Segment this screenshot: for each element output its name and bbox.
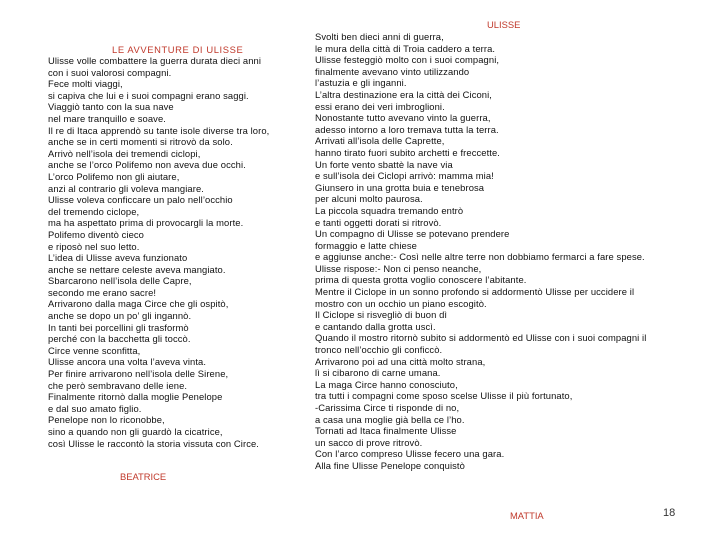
poem-line: Penelope non lo riconobbe, <box>48 414 165 426</box>
poem-line: per alcuni molto paurosa. <box>315 193 423 205</box>
poem-line: L’orco Polifemo non gli aiutare, <box>48 170 180 182</box>
poem-line: anche se l’orco Polifemo non aveva due occhi. <box>48 159 246 171</box>
poem-line: anche se dopo un po’ gli ingannò. <box>48 310 192 322</box>
poem-line: Ulisse rispose:- Non ci penso neanche, <box>315 262 482 274</box>
poem-line: Un forte vento sbattè la nave via <box>315 158 453 170</box>
poem-line: In tanti bei porcellini gli trasformò <box>48 321 189 333</box>
poem-line: Svolti ben dieci anni di guerra, <box>315 31 444 42</box>
poem-line: le mura della città di Troia caddero a terra. <box>315 42 496 54</box>
poem-line: Mentre il Ciclope in un sonno profondo si addormentò Ulisse per uccidere il <box>315 286 635 298</box>
poem-line: La maga Circe hanno conosciuto, <box>315 378 458 390</box>
poem-line: Polifemo diventò cieco <box>48 228 145 240</box>
poem-line: e dal suo amato figlio. <box>48 402 142 414</box>
poem-line: Con l’arco compreso Ulisse fecero una gara. <box>315 448 505 460</box>
poem-line: si capiva che lui e i suoi compagni erano saggi. <box>48 89 249 101</box>
poem-line: l’astuzia e gli inganni. <box>315 77 407 89</box>
poem-line: anzi al contrario gli voleva mangiare. <box>48 182 204 194</box>
poem-line: prima di questa grotta voglio conoscere l’abitante. <box>315 274 527 286</box>
poem-line: tronco nell’occhio gli conficcò. <box>315 344 443 356</box>
poem-line: e aggiunse anche:- Così nelle altre terre non dobbiamo fermarci a fare spese. <box>315 251 645 263</box>
poem-line: Nonostante tutto avevano vinto la guerra, <box>315 112 491 124</box>
poem-line: anche se nettare celeste aveva mangiato. <box>48 263 226 275</box>
poem-line: Ulisse ancora una volta l’aveva vinta. <box>48 356 207 368</box>
poem-line: finalmente avevano vinto utilizzando <box>315 65 470 77</box>
poem-line: Ulisse volle combattere la guerra durata dieci anni <box>48 55 262 66</box>
right-poem-author: MATTIA <box>510 510 544 521</box>
poem-line: L’idea di Ulisse aveva funzionato <box>48 252 188 264</box>
poem-line: formaggio e latte chiese <box>315 239 417 251</box>
poem-line: nel mare tranquillo e soave. <box>48 112 166 124</box>
poem-line: lì si cibarono di carne umana. <box>315 367 441 379</box>
poem-line: Arrivò nell’isola dei tremendi ciclopi, <box>48 147 201 159</box>
poem-line: adesso intorno a loro tremava tutta la terra. <box>315 123 499 135</box>
poem-line: e cantando dalla grotta uscì. <box>315 320 436 332</box>
poem-line: Viaggiò tanto con la sua nave <box>48 101 174 113</box>
left-poem-body <box>48 55 269 449</box>
poem-line: a casa una moglie già bella ce l’ho. <box>315 413 465 425</box>
poem-line: Arrivati all’isola delle Caprette, <box>315 135 445 147</box>
poem-line: mostro con un occhio un piano escogitò. <box>315 297 487 309</box>
poem-line: -Carissima Circe ti risponde di no, <box>315 402 460 413</box>
poem-line: Finalmente ritornò dalla moglie Penelope <box>48 391 223 403</box>
poem-line: Alla fine Ulisse Penelope conquistò <box>315 459 465 471</box>
poem-line: Il re di Itaca apprendò su tante isole diverse tra loro, <box>48 124 270 136</box>
poem-line: Tornati ad Itaca finalmente Ulisse <box>315 425 457 437</box>
right-poem-body <box>315 31 646 472</box>
page-number: 18 <box>663 507 676 519</box>
poem-line: hanno tirato fuori subito archetti e freccette. <box>315 146 501 158</box>
poem-line: perché con la bacchetta gli toccò. <box>48 333 191 345</box>
poem-line: essi erano dei veri imbroglioni. <box>315 100 445 112</box>
poem-line: che però sembravano delle iene. <box>48 379 188 391</box>
poem-line: del tremendo ciclope, <box>48 205 140 217</box>
poem-line: L’altra destinazione era la città dei Ciconi, <box>315 88 492 100</box>
poem-line: e riposò nel suo letto. <box>48 240 140 252</box>
poem-line: Giunsero in una grotta buia e tenebrosa <box>315 181 485 193</box>
poem-line: Arrivarono dalla maga Circe che gli ospitò, <box>48 298 229 310</box>
poem-line: ma ha aspettato prima di provocargli la morte. <box>48 217 244 229</box>
poem-line: Ulisse festeggiò molto con i suoi compagni, <box>315 54 500 66</box>
poem-line: Arrivarono poi ad una città molto strana, <box>315 355 486 367</box>
poem-line: secondo me erano sacre! <box>48 286 157 298</box>
poem-line: anche se in certi momenti si ritrovò da solo. <box>48 136 233 148</box>
poem-line: Per finire arrivarono nell’isola delle Sirene, <box>48 368 229 380</box>
poem-line: Sbarcarono nell’isola delle Capre, <box>48 275 192 287</box>
left-poem-title: LE AVVENTURE DI ULISSE <box>112 44 244 55</box>
poem-line: tra tutti i compagni come sposo scelse Ulisse il più fortunato, <box>315 390 573 402</box>
poem-line: sino a quando non gli guardò la cicatrice, <box>48 426 223 437</box>
poem-line: Un compagno di Ulisse se potevano prendere <box>315 228 510 240</box>
poem-line: Fece molti viaggi, <box>48 78 123 90</box>
poem-line: e tanti oggetti dorati si ritrovò. <box>315 216 442 228</box>
poem-line: Circe venne sconfitta, <box>48 344 141 356</box>
poem-line: Quando il mostro ritornò subito si addormentò ed Ulisse con i suoi compagni il <box>315 332 647 344</box>
right-poem-title: ULISSE <box>487 19 521 30</box>
left-poem-author: BEATRICE <box>120 471 167 482</box>
poem-line: Il Ciclope si risvegliò di buon dì <box>315 309 448 321</box>
poem-line: un sacco di prove ritrovò. <box>315 436 423 448</box>
poem-line: con i suoi valorosi compagni. <box>48 66 172 78</box>
poem-line: e sull’isola dei Ciclopi arrivò: mamma mia! <box>315 170 494 182</box>
poem-line: Ulisse voleva conficcare un palo nell’occhio <box>48 194 233 206</box>
poem-line: La piccola squadra tremando entrò <box>315 204 464 216</box>
poem-line: così Ulisse le raccontò la storia vissuta con Circe. <box>48 437 260 449</box>
